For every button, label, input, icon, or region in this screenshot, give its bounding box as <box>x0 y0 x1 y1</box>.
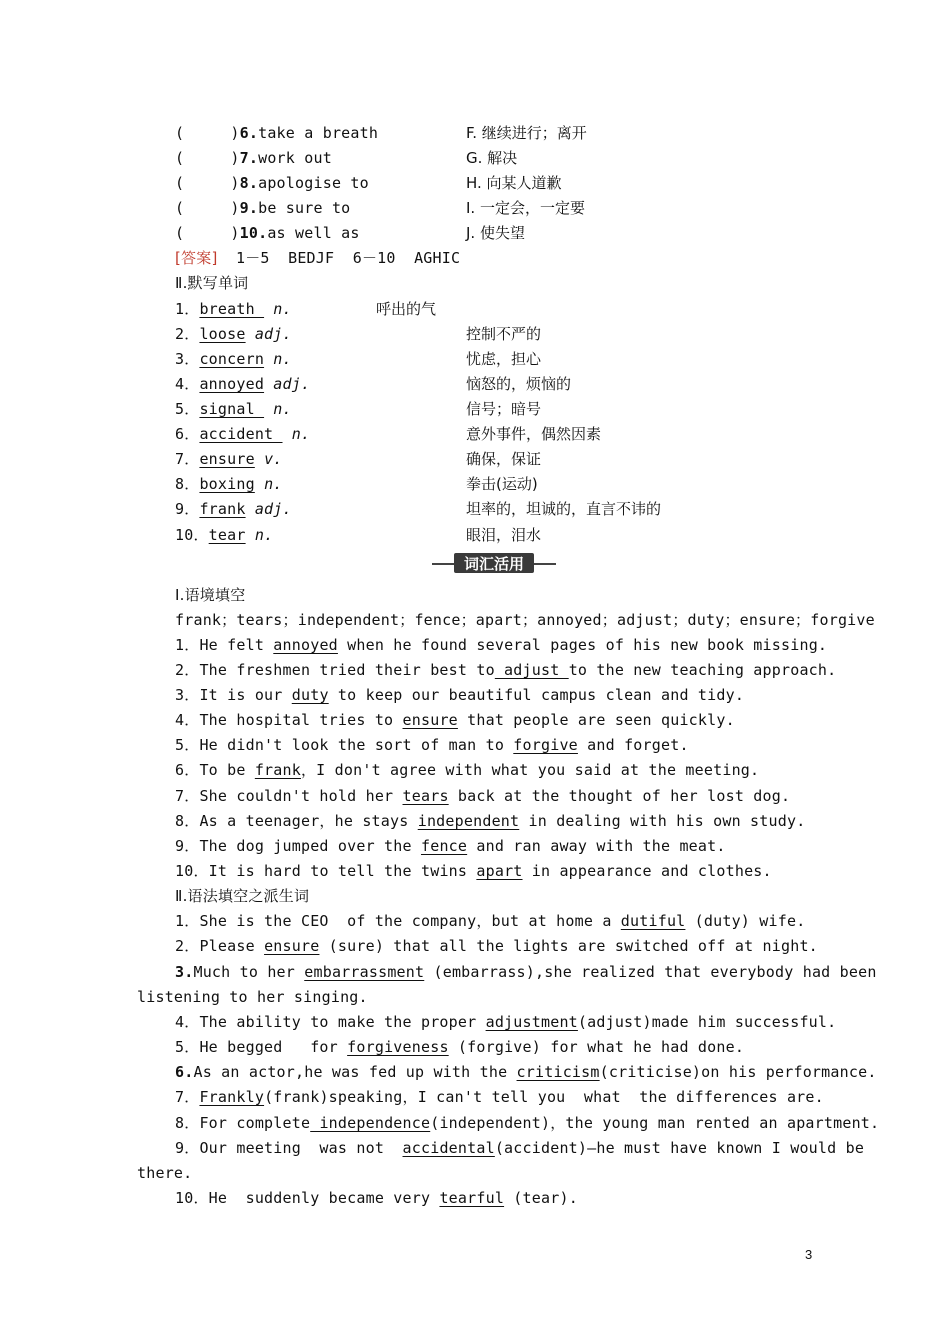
word-meaning: 拳击(运动) <box>466 475 538 493</box>
exercise-item-continuation: there. <box>137 1164 193 1182</box>
match-row: ( )9.be sure to <box>175 199 351 217</box>
match-option: F. 继续进行；离开 <box>466 124 587 142</box>
match-option: G. 解决 <box>466 149 518 167</box>
exercise-item: 10．It is hard to tell the twins apart in appearance and clothes. <box>175 862 772 880</box>
section-title: Ⅰ.语境填空 <box>175 586 246 604</box>
word-row: 1．breath n. <box>175 300 292 318</box>
exercise-item: 5．He begged for forgiveness (forgive) for what he had done. <box>175 1038 745 1056</box>
word-row: 5．signal n. <box>175 400 292 418</box>
exercise-item: 7．Frankly(frank)speaking，I can't tell you what the differences are. <box>175 1088 824 1106</box>
word-bank: frank；tears；independent；fence；apart；annoyed；adjust；duty；ensure；forgive <box>175 611 875 629</box>
banner-title: 词汇活用 <box>463 554 524 573</box>
word-row: 2．loose adj. <box>175 325 292 343</box>
exercise-item: 1．She is the CEO of the company，but at home a dutiful (duty) wife. <box>175 912 806 930</box>
word-meaning: 恼怒的，烦恼的 <box>466 375 572 393</box>
answer-line <box>175 248 460 268</box>
section-title: Ⅱ.默写单词 <box>175 274 249 292</box>
exercise-item: 10．He suddenly became very tearful (tear). <box>175 1189 578 1207</box>
exercise-item: 4．The ability to make the proper adjustment(adjust)made him successful. <box>175 1013 837 1031</box>
exercise-item: 2．Please ensure (sure) that all the lights are switched off at night. <box>175 937 818 955</box>
word-meaning: 坦率的，坦诚的，直言不讳的 <box>466 500 662 518</box>
match-row: ( )6.take a breath <box>175 124 379 142</box>
page-number: 3 <box>805 1247 813 1262</box>
match-option: I. 一定会，一定要 <box>466 199 585 217</box>
word-row: 9．frank adj. <box>175 500 292 518</box>
section-banner <box>432 553 556 575</box>
word-row: 6．accident n. <box>175 425 311 443</box>
word-row: 7．ensure v. <box>175 450 283 468</box>
exercise-item: 9．The dog jumped over the fence and ran away with the meat. <box>175 837 726 855</box>
word-meaning: 确保，保证 <box>466 450 542 468</box>
exercise-item: 6．To be frank，I don't agree with what you said at the meeting. <box>175 761 760 779</box>
word-meaning: 信号；暗号 <box>466 400 542 418</box>
word-meaning: 眼泪，泪水 <box>466 526 542 544</box>
word-meaning: 控制不严的 <box>466 325 542 343</box>
exercise-item: 6.As an actor,he was fed up with the criticism(criticise)on his performance. <box>175 1063 877 1081</box>
word-row: 3．concern n. <box>175 350 292 368</box>
match-row: ( )7.work out <box>175 149 332 167</box>
word-meaning: 呼出的气 <box>376 300 437 318</box>
exercise-item: 4．The hospital tries to ensure that people are seen quickly. <box>175 711 735 729</box>
word-row: 4．annoyed adj. <box>175 375 311 393</box>
word-meaning: 意外事件，偶然因素 <box>466 425 602 443</box>
exercise-item: 3．It is our duty to keep our beautiful campus clean and tidy. <box>175 686 745 704</box>
answer-text: 1－5 BEDJF 6－10 AGHIC <box>217 249 461 267</box>
exercise-item: 3.Much to her embarrassment (embarrass),she realized that everybody had been <box>175 963 877 981</box>
exercise-item: 8．As a teenager，he stays independent in dealing with his own study. <box>175 812 806 830</box>
match-option: H. 向某人道歉 <box>466 174 562 192</box>
exercise-item: 1．He felt annoyed when he found several pages of his new book missing. <box>175 636 828 654</box>
section-title: Ⅱ.语法填空之派生词 <box>175 887 310 905</box>
exercise-item-continuation: listening to her singing. <box>137 988 368 1006</box>
word-row: 8．boxing n. <box>175 475 283 493</box>
match-option: J. 使失望 <box>466 224 525 242</box>
exercise-item: 5．He didn't look the sort of man to forgive and forget. <box>175 736 689 754</box>
match-row: ( )10.as well as <box>175 224 360 242</box>
answer-label: [答案] <box>175 249 218 267</box>
exercise-item: 9．Our meeting was not accidental(accident)—he must have known I would be <box>175 1139 865 1157</box>
exercise-item: 7．She couldn't hold her tears back at the thought of her lost dog. <box>175 787 791 805</box>
match-row: ( )8.apologise to <box>175 174 369 192</box>
word-meaning: 忧虑，担心 <box>466 350 542 368</box>
word-row: 10．tear n. <box>175 526 274 544</box>
exercise-item: 2．The freshmen tried their best to adjust to the new teaching approach. <box>175 661 837 679</box>
exercise-item: 8．For complete independence(independent)，the young man rented an apartment. <box>175 1114 880 1132</box>
